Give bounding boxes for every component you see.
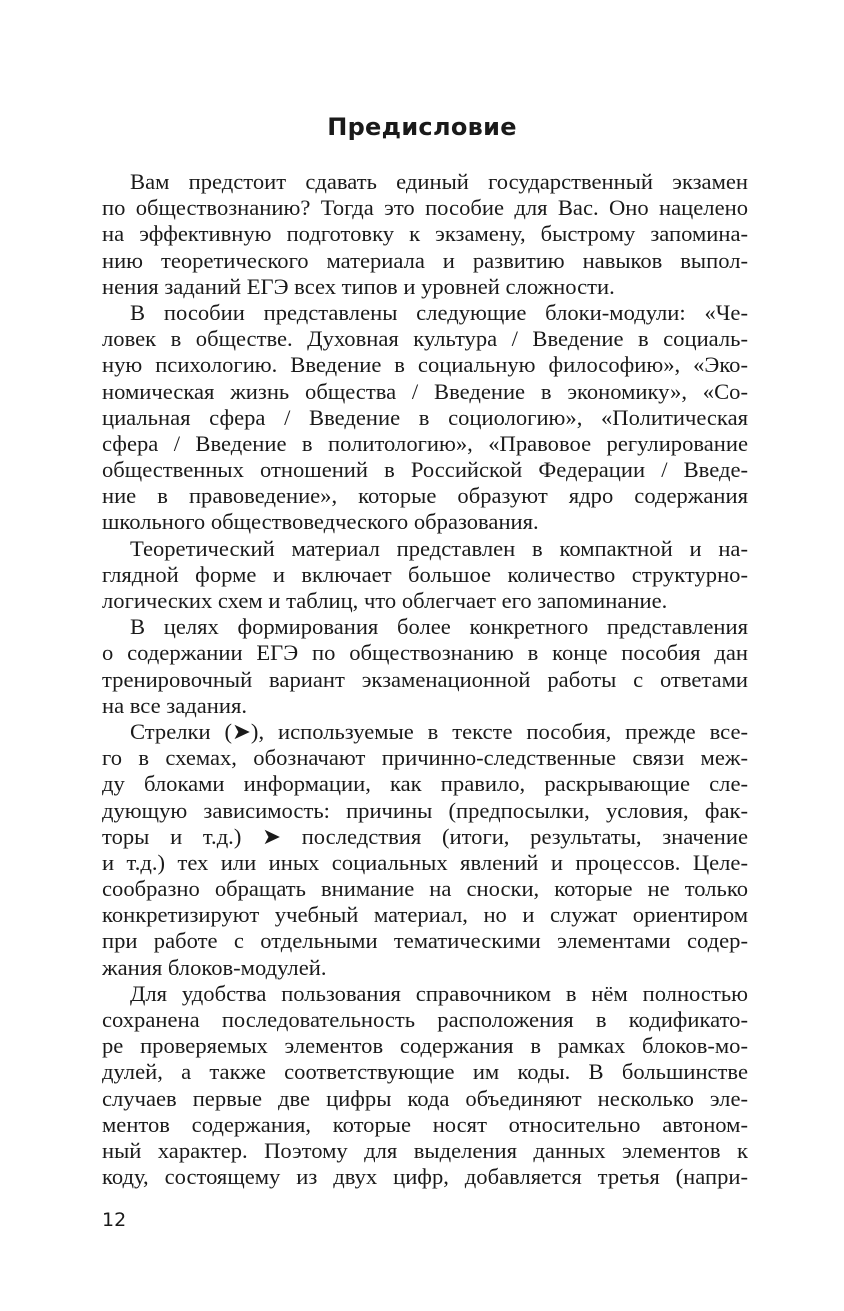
paragraph <box>102 719 748 981</box>
text-line: ду блоками информации, как правило, раскрывающие сле- <box>102 771 748 797</box>
text-line: Теоретический материал представлен в компактной и на- <box>130 535 748 561</box>
paragraph <box>102 300 748 536</box>
text-line: случаев первые две цифры кода объединяют несколько эле- <box>102 1085 748 1111</box>
text-line: нию теоретического материала и развитию навыков выпол- <box>102 247 748 273</box>
text-line: о содержании ЕГЭ по обществознанию в конце пособия дан <box>102 640 748 666</box>
text-line: школьного обществоведческого образования. <box>102 509 539 535</box>
text-line: и т.д.) тех или иных социальных явлений и процессов. Целе- <box>102 849 748 875</box>
page-title: Предисловие <box>327 113 517 141</box>
text-line: торы и т.д.) ➤ последствия (итоги, результаты, значение <box>102 823 748 849</box>
text-line: В целях формирования более конкретного представления <box>130 614 748 640</box>
text-line: дующую зависимость: причины (предпосылки, условия, фак- <box>102 797 748 823</box>
text-line: номическая жизнь общества / Введение в экономику», «Со- <box>102 378 748 404</box>
page-number: 12 <box>102 1209 127 1231</box>
text-line: на эффективную подготовку к экзамену, быстрому запомина- <box>102 221 748 247</box>
text-line: ный характер. Поэтому для выделения данных элементов к <box>102 1137 748 1163</box>
text-line: общественных отношений в Российской Федерации / Введе- <box>102 457 748 483</box>
text-line: глядной форме и включает большое количество структурно- <box>102 561 748 587</box>
text-line: жания блоков-модулей. <box>102 954 327 980</box>
text-line: при работе с отдельными тематическими элементами содер- <box>102 928 748 954</box>
paragraph <box>102 169 748 300</box>
text-line: ментов содержания, которые носят относительно автоном- <box>102 1111 748 1137</box>
text-line: ловек в обществе. Духовная культура / Введение в социаль- <box>102 326 748 352</box>
text-line: по обществознанию? Тогда это пособие для Вас. Оно нацелено <box>102 195 748 221</box>
text-line: Для удобства пользования справочником в нём полностью <box>130 980 748 1006</box>
text-line: сообразно обращать внимание на сноски, которые не только <box>102 876 748 902</box>
text-line: циальная сфера / Введение в социологию», «Политическая <box>102 404 748 430</box>
text-line: ние в правоведение», которые образуют ядро содержания <box>102 483 748 509</box>
text-line: тренировочный вариант экзаменационной работы с ответами <box>102 666 748 692</box>
preface-body <box>102 169 748 1190</box>
text-line: сфера / Введение в политологию», «Правовое регулирование <box>102 430 748 456</box>
text-line: ную психологию. Введение в социальную философию», «Эко- <box>102 352 748 378</box>
paragraph <box>102 981 748 1191</box>
text-line: го в схемах, обозначают причинно-следственные связи меж- <box>102 745 748 771</box>
text-line: сохранена последовательность расположения в кодификато- <box>102 1007 748 1032</box>
text-line: В пособии представлены следующие блоки-модули: «Че- <box>130 299 748 325</box>
text-line: дулей, а также соответствующие им коды. В большинстве <box>102 1059 748 1085</box>
text-line: ре проверяемых элементов содержания в рамках блоков-мо- <box>102 1033 748 1059</box>
paragraph <box>102 614 748 719</box>
text-line: Вам предстоит сдавать единый государственный экзамен <box>130 169 748 194</box>
text-line: Стрелки (➤), используемые в тексте пособия, прежде все- <box>130 718 748 744</box>
text-line: конкретизируют учебный материал, но и служат ориентиром <box>102 902 748 928</box>
text-line: логических схем и таблиц, что облегчает его запоминание. <box>102 588 668 613</box>
text-line: нения заданий ЕГЭ всех типов и уровней сложности. <box>102 273 615 299</box>
paragraph <box>102 536 748 615</box>
text-line: на все задания. <box>102 692 247 718</box>
text-line: коду, состоящему из двух цифр, добавляется третья (напри- <box>102 1164 748 1190</box>
